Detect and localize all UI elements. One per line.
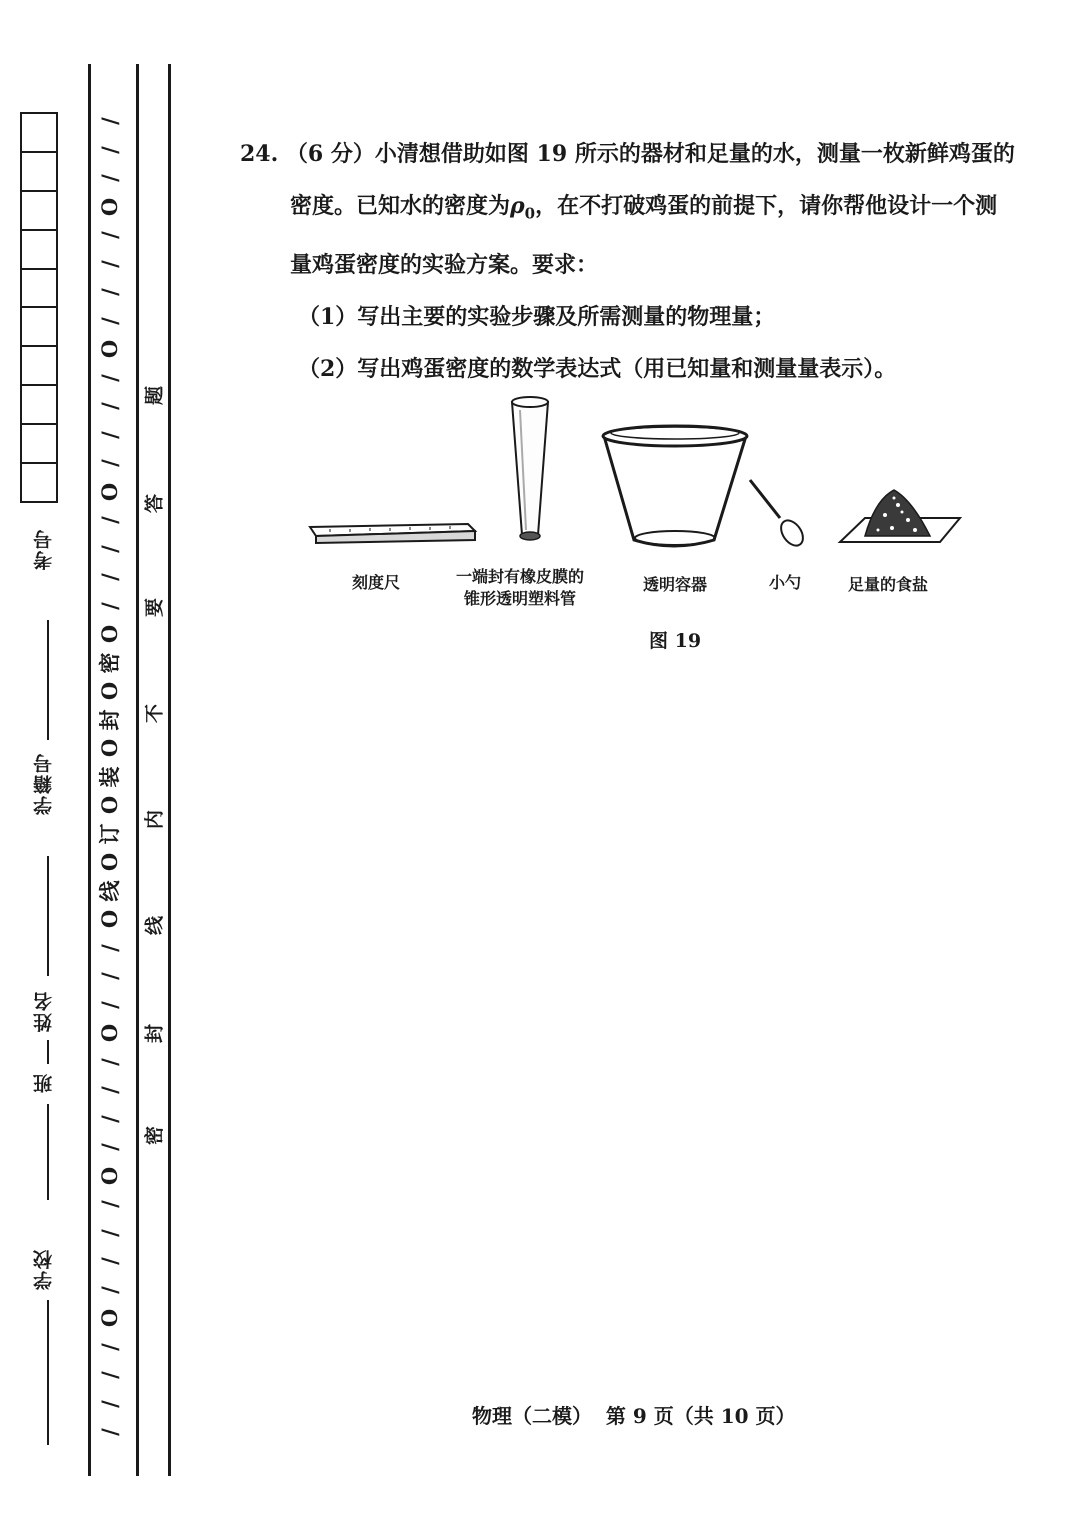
seal-warning-char: 线 <box>143 916 166 936</box>
binding-circle: O <box>97 339 122 359</box>
seal-warning-char: 要 <box>143 598 166 618</box>
container-label: 透明容器 <box>643 575 708 594</box>
binding-slash: / <box>97 402 122 410</box>
seal-warning-char: 密 <box>143 1126 166 1146</box>
binding-slash: / <box>97 288 122 296</box>
binding-circle: O <box>97 1309 122 1328</box>
binding-slash: / <box>97 1428 122 1437</box>
id-box <box>22 192 56 231</box>
binding-slash: / <box>97 1115 122 1123</box>
seal-warning-char: 封 <box>143 1024 166 1044</box>
requirement-1: （1）写出主要的实验步骤及所需测量的物理量； <box>298 304 776 331</box>
id-box <box>22 464 56 503</box>
id-box <box>22 231 56 270</box>
conical-tube-label-line2: 锥形透明塑料管 <box>464 589 577 608</box>
binding-circle: O <box>97 1024 122 1043</box>
binding-slash: / <box>97 544 122 553</box>
binding-char: 线 <box>97 880 122 902</box>
binding-char: 订 <box>97 823 122 845</box>
id-box <box>22 270 56 309</box>
binding-slash: / <box>97 459 122 467</box>
ruler-label: 刻度尺 <box>352 573 401 592</box>
school-label: 学校 <box>33 1248 55 1290</box>
binding-circle: O <box>97 910 122 929</box>
binding-slash: / <box>97 1200 122 1209</box>
binding-slash: / <box>97 601 122 610</box>
binding-slash: / <box>97 1286 122 1294</box>
exam-number-label: 考号 <box>33 528 55 570</box>
binding-slash: / <box>97 1001 122 1009</box>
spoon-illustration <box>750 480 807 550</box>
binding-slash: / <box>97 1229 122 1237</box>
binding-char: 装 <box>97 766 122 788</box>
question-line-3: 量鸡蛋密度的实验方案。要求： <box>290 252 599 279</box>
student-id-blank <box>47 856 49 976</box>
exam-number-blank <box>47 620 49 740</box>
school-blank <box>47 1300 49 1445</box>
student-id-label: 学籍号 <box>33 752 55 815</box>
binding-char: 封 <box>97 709 122 731</box>
binding-slash: / <box>97 316 122 325</box>
binding-slash: / <box>97 174 122 182</box>
binding-circle: O <box>97 482 122 501</box>
binding-circle: O <box>97 197 122 216</box>
binding-slash: / <box>97 430 122 439</box>
binding-slash: / <box>97 1400 122 1408</box>
exam-number-boxes <box>20 112 58 503</box>
binding-slash: / <box>97 972 122 981</box>
seal-warning-char: 题 <box>143 386 166 406</box>
binding-circle: O <box>97 682 122 701</box>
id-box <box>22 308 56 347</box>
name-blank <box>47 1040 49 1064</box>
id-box <box>22 386 56 425</box>
salt-label: 足量的食盐 <box>848 575 929 594</box>
binding-circle: O <box>97 853 122 872</box>
binding-slash: / <box>97 1143 122 1152</box>
class-blank <box>47 1104 49 1200</box>
binding-slash: / <box>97 1343 122 1351</box>
binding-circle: O <box>97 1166 122 1186</box>
binding-slash: / <box>97 259 122 268</box>
binding-circle: O <box>97 625 122 644</box>
margin-rule-2 <box>136 64 139 1476</box>
margin-rule-3 <box>168 64 171 1476</box>
binding-line <box>96 104 136 1444</box>
question-line-2 <box>240 180 1060 239</box>
binding-slash: / <box>97 573 122 581</box>
conical-tube-illustration <box>512 397 548 540</box>
container-illustration <box>603 426 747 546</box>
binding-slash: / <box>97 1257 122 1266</box>
binding-char: 密 <box>97 652 122 674</box>
question-line-2b: ，在不打破鸡蛋的前提下，请你帮他设计一个测 <box>535 193 998 219</box>
rho-symbol: ρ <box>510 193 525 219</box>
rho-subscript: 0 <box>524 204 536 223</box>
page-footer: 物理（二模） 第 9 页（共 10 页） <box>472 1404 796 1428</box>
binding-slash: / <box>97 145 122 154</box>
question-line-1: 24. （6 分）小清想借助如图 19 所示的器材和足量的水，测量一枚新鲜鸡蛋的 <box>240 141 1015 167</box>
conical-tube-label <box>456 566 584 610</box>
binding-circle: O <box>97 739 122 758</box>
binding-circle: O <box>97 796 122 815</box>
binding-slash: / <box>97 373 122 382</box>
requirement-2: （2）写出鸡蛋密度的数学表达式（用已知量和测量量表示）。 <box>298 356 897 383</box>
binding-slash: / <box>97 1086 122 1095</box>
question-24 <box>240 128 1060 395</box>
margin-rule-1 <box>88 64 91 1476</box>
id-box <box>22 347 56 386</box>
seal-warning-char: 内 <box>143 810 166 830</box>
binding-slash: / <box>97 943 122 952</box>
binding-slash: / <box>97 1058 122 1066</box>
name-label: 姓名 <box>33 990 55 1032</box>
class-label: 班 <box>33 1072 55 1093</box>
figure-caption: 图 19 <box>649 630 702 652</box>
ruler-illustration <box>310 524 475 543</box>
seal-warning-char: 不 <box>143 704 166 724</box>
binding-slash: / <box>97 117 122 125</box>
conical-tube-label-line1: 一端封有橡皮膜的 <box>456 567 585 586</box>
binding-slash: / <box>97 1371 122 1380</box>
binding-slash: / <box>97 516 122 524</box>
salt-illustration <box>840 490 960 542</box>
seal-warning-char: 答 <box>143 494 166 514</box>
question-line-2a: 密度。已知水的密度为 <box>290 193 511 219</box>
spoon-label: 小勺 <box>769 573 802 592</box>
id-box <box>22 114 56 153</box>
id-box <box>22 425 56 464</box>
binding-slash: / <box>97 231 122 239</box>
figure-19 <box>300 390 980 670</box>
id-box <box>22 153 56 192</box>
